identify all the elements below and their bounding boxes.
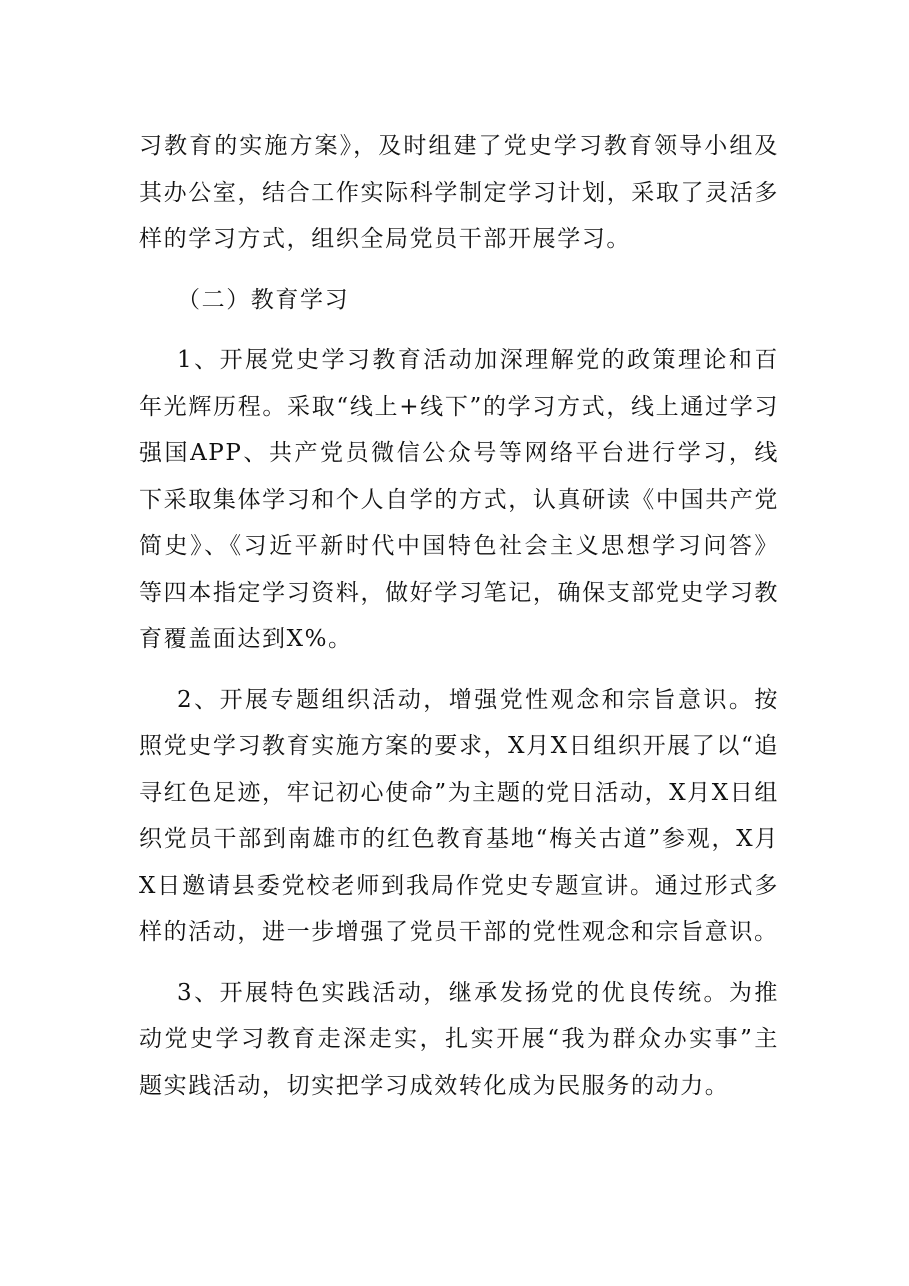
document-body [139,123,779,1123]
paragraph-item-1: 1、开展党史学习教育活动加深理解党的政策理论和百年光辉历程。采取“线上+线下”的学习方式，线上通过学习强国APP、共产党员微信公众号等网络平台进行学习，线下采取集体学习和个人自学的方式，认真研读《中国共产党简史》、《习近平新时代中国特色社会主义思想学习问答》等四本指定学习资料，做好学习笔记，确保支部党史学习教育覆盖面达到X%。 [139,347,779,652]
paragraph-item-3: 3、开展特色实践活动，继承发扬党的优良传统。为推动党史学习教育走深走实，扎实开展“我为群众办实事”主题实践活动，切实把学习成效转化成为民服务的动力。 [139,979,779,1099]
section-heading: （二）教育学习 [177,286,350,313]
paragraph-item-2: 2、开展专题组织活动，增强党性观念和宗旨意识。按照党史学习教育实施方案的要求，X月X日组织开展了以“追寻红色足迹，牢记初心使命”为主题的党日活动，X月X日组织党员干部到南雄市的红色教育基地“梅关古道”参观，X月X日邀请县委党校老师到我局作党史专题宣讲。通过形式多样的活动，进一步增强了党员干部的党性观念和宗旨意识。 [139,686,779,945]
paragraph-intro: 习教育的实施方案》，及时组建了党史学习教育领导小组及其办公室，结合工作实际科学制定学习计划，采取了灵活多样的学习方式，组织全局党员干部开展学习。 [139,133,779,252]
